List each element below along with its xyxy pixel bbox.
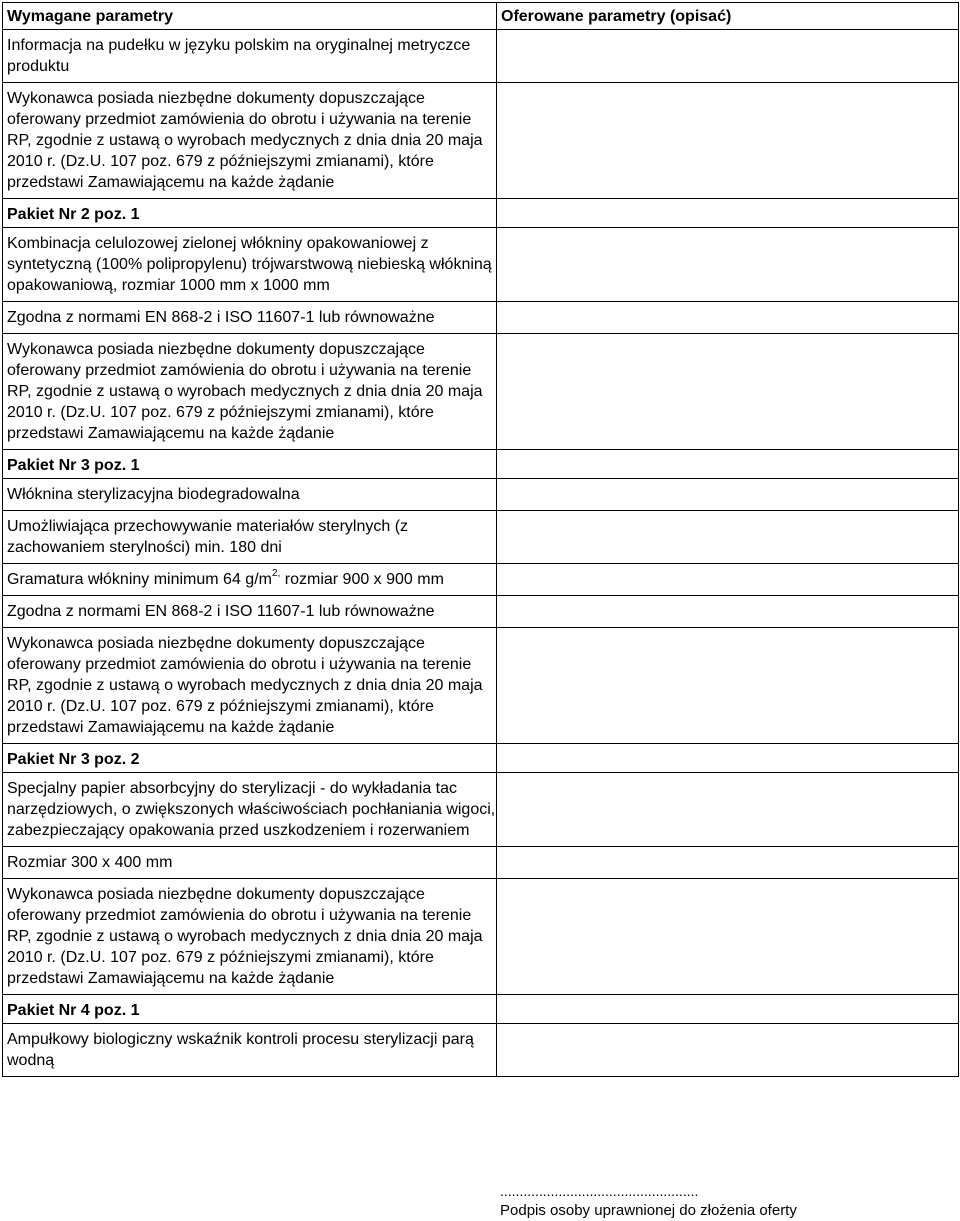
table-row <box>3 302 959 334</box>
table-row <box>3 479 959 511</box>
size-text: rozmiar 900 x 900 mm <box>280 571 444 588</box>
offered-cell[interactable] <box>497 1024 959 1077</box>
signature-block <box>500 1181 900 1221</box>
table-row <box>3 511 959 564</box>
offered-cell[interactable] <box>497 511 959 564</box>
offered-cell[interactable] <box>497 83 959 199</box>
requirement-text: Ampułkowy biologiczny wskaźnik kontroli procesu sterylizacji parą wodną <box>3 1024 497 1077</box>
offered-cell[interactable] <box>497 302 959 334</box>
requirement-text: Wykonawca posiada niezbędne dokumenty dopuszczające oferowany przedmiot zamówienia do obrotu i używania na terenie RP, zgodnie z ustawą o wyrobach medycznych z dnia dnia 20 maja 2010 r. (Dz.U. 107 poz. 679 z późniejszymi zmianami), które przedstawi Zamawiającemu na każde żądanie <box>3 83 497 199</box>
offered-cell[interactable] <box>497 334 959 450</box>
requirement-text: Zgodna z normami EN 868-2 i ISO 11607-1 lub równoważne <box>3 302 497 334</box>
requirement-text: Rozmiar 300 x 400 mm <box>3 847 497 879</box>
pakiet-row <box>3 744 959 773</box>
table-row <box>3 847 959 879</box>
table-row <box>3 83 959 199</box>
requirement-text: Wykonawca posiada niezbędne dokumenty dopuszczające oferowany przedmiot zamówienia do obrotu i używania na terenie RP, zgodnie z ustawą o wyrobach medycznych z dnia dnia 20 maja 2010 r. (Dz.U. 107 poz. 679 z późniejszymi zmianami), które przedstawi Zamawiającemu na każde żądanie <box>3 879 497 995</box>
pakiet-heading: Pakiet Nr 2 poz. 1 <box>3 199 497 228</box>
table-row <box>3 564 959 596</box>
table-row <box>3 1024 959 1077</box>
offered-cell[interactable] <box>497 30 959 83</box>
signature-dots: ................................................... <box>500 1183 699 1199</box>
offered-cell[interactable] <box>497 479 959 511</box>
requirement-text: Wykonawca posiada niezbędne dokumenty dopuszczające oferowany przedmiot zamówienia do obrotu i używania na terenie RP, zgodnie z ustawą o wyrobach medycznych z dnia dnia 20 maja 2010 r. (Dz.U. 107 poz. 679 z późniejszymi zmianami), które przedstawi Zamawiającemu na każde żądanie <box>3 334 497 450</box>
requirement-text: Kombinacja celulozowej zielonej włókniny opakowaniowej z syntetyczną (100% polipropylenu) trójwarstwową niebieską włókniną opakowaniową, rozmiar 1000 mm x 1000 mm <box>3 228 497 302</box>
table-row <box>3 334 959 450</box>
requirement-text: Informacja na pudełku w języku polskim na oryginalnej metryczce produktu <box>3 30 497 83</box>
header-offered-parameters: Oferowane parametry (opisać) <box>497 3 959 30</box>
pakiet-row <box>3 199 959 228</box>
table-row <box>3 879 959 995</box>
unit-superscript: 2, <box>271 568 281 579</box>
offered-cell[interactable] <box>497 228 959 302</box>
pakiet-heading: Pakiet Nr 3 poz. 1 <box>3 450 497 479</box>
gramatura-text: Gramatura włókniny minimum 64 g/m <box>7 571 272 588</box>
table-header-row <box>3 3 959 30</box>
offered-cell[interactable] <box>497 847 959 879</box>
table-row <box>3 228 959 302</box>
table-row <box>3 596 959 628</box>
table-row <box>3 30 959 83</box>
pakiet-row <box>3 450 959 479</box>
offered-cell[interactable] <box>497 199 959 228</box>
offered-cell[interactable] <box>497 879 959 995</box>
requirement-text <box>3 564 497 596</box>
requirement-text: Zgodna z normami EN 868-2 i ISO 11607-1 lub równoważne <box>3 596 497 628</box>
requirement-text: Specjalny papier absorbcyjny do sterylizacji - do wykładania tac narzędziowych, o zwiększonych właściwościach pochłaniania wigoci, zabezpieczający opakowania przed uszkodzeniem i rozerwaniem <box>3 773 497 847</box>
pakiet-heading: Pakiet Nr 4 poz. 1 <box>3 995 497 1024</box>
table-row <box>3 628 959 744</box>
pakiet-row <box>3 995 959 1024</box>
requirements-table <box>2 2 959 1077</box>
requirement-text: Umożliwiająca przechowywanie materiałów sterylnych (z zachowaniem sterylności) min. 180 dni <box>3 511 497 564</box>
offered-cell[interactable] <box>497 628 959 744</box>
requirement-text: Wykonawca posiada niezbędne dokumenty dopuszczające oferowany przedmiot zamówienia do obrotu i używania na terenie RP, zgodnie z ustawą o wyrobach medycznych z dnia dnia 20 maja 2010 r. (Dz.U. 107 poz. 679 z późniejszymi zmianami), które przedstawi Zamawiającemu na każde żądanie <box>3 628 497 744</box>
offered-cell[interactable] <box>497 773 959 847</box>
offered-cell[interactable] <box>497 744 959 773</box>
offered-cell[interactable] <box>497 995 959 1024</box>
offered-cell[interactable] <box>497 450 959 479</box>
requirement-text: Włóknina sterylizacyjna biodegradowalna <box>3 479 497 511</box>
table-row <box>3 773 959 847</box>
pakiet-heading: Pakiet Nr 3 poz. 2 <box>3 744 497 773</box>
offered-cell[interactable] <box>497 564 959 596</box>
offered-cell[interactable] <box>497 596 959 628</box>
signature-label: Podpis osoby uprawnionej do złożenia oferty <box>500 1202 797 1219</box>
header-required-parameters: Wymagane parametry <box>3 3 497 30</box>
